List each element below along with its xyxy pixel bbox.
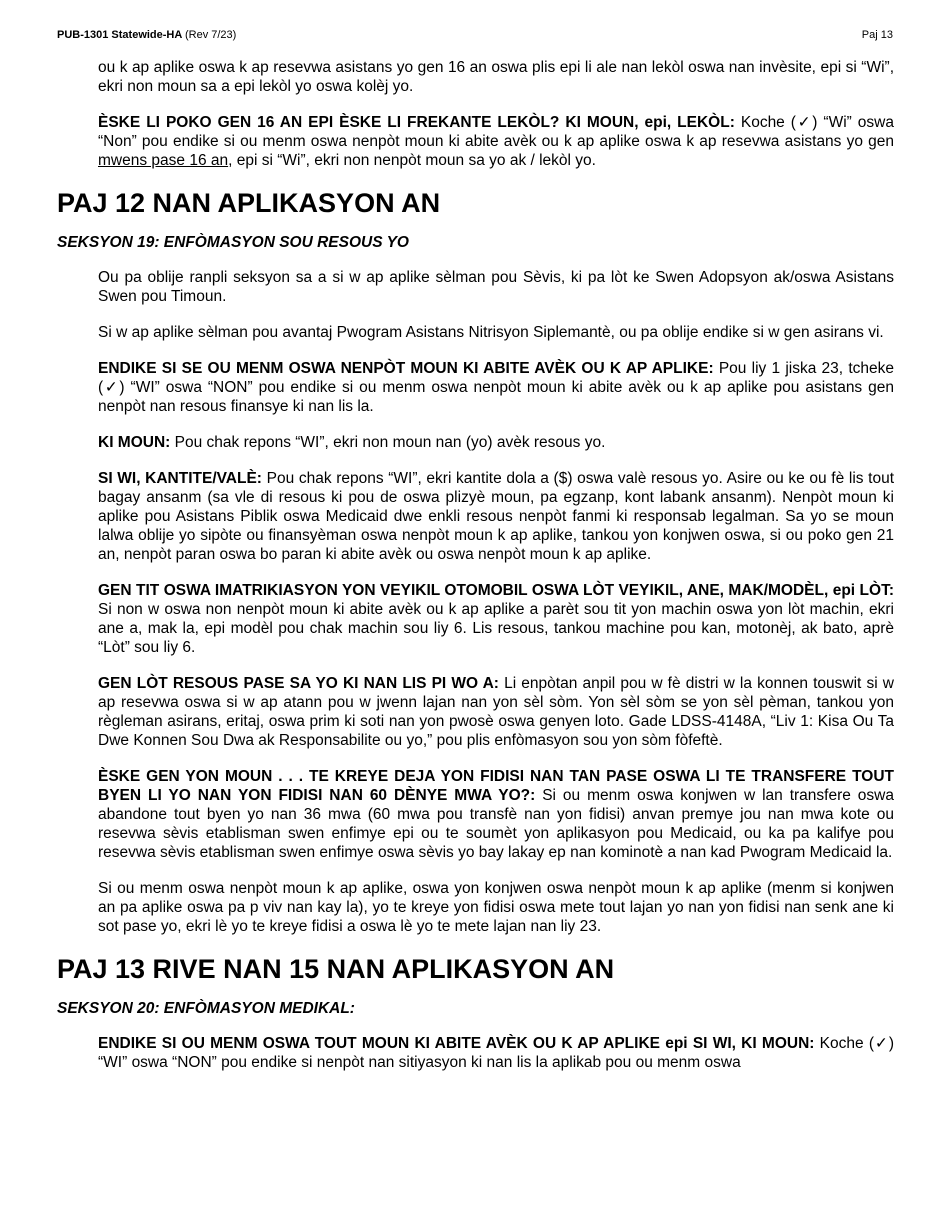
heading-pages-13-15: PAJ 13 RIVE NAN 15 NAN APLIKASYON AN [57,954,615,984]
paragraph-amount-value: SI WI, KANTITE/VALÈ: Pou chak repons “WI”, ekri kantite dola a ($) oswa valè resous yo. Asire ou ke ou fè lis tout bagay ansanm (sa vle di resous ki pou de oswa plizyè moun, pa egzanp, kont labank ansanm). Nenpòt moun ki aplike pou Asistans Piblik oswa Medicaid dwe enkli resous nenpòt fanmi ki responsab legalman. Sa yo se moun lalwa oblije yo sipòte ou finansyèman oswa nenpòt moun k ap aplike, tankou yon konjwen oswa, si ou poko gen 21 an, nenpòt paran oswa bo paran ki abite avèk ou oswa nenpòt moun k ap aplike. [98,470,894,563]
paragraph-under-16-school: ÈSKE LI POKO GEN 16 AN EPI ÈSKE LI FREKANTE LEKÒL? KI MOUN, epi, LEKÒL: Koche (✓) “Wi” oswa “Non” pou endike si ou menm oswa nenpòt moun ki abite avèk ou k ap aplike oswa k ap resevwa asistans yo gen mwens pase 16 an, epi si “Wi”, ekri non nenpòt moun sa yo ak / lekòl yo. [98,114,894,169]
paragraph-who: KI MOUN: Pou chak repons “WI”, ekri non moun nan (yo) avèk resous yo. [98,434,606,451]
heading-page-12: PAJ 12 NAN APLIKASYON AN [57,188,441,218]
paragraph-lead: ÈSKE GEN YON MOUN . . . TE KREYE DEJA YON FIDISI NAN TAN PASE OSWA LI TE TRANSFERE TOUT BYEN LI YO NAN YON FIDISI NAN 60 DÈNYE MWA YO?: [98,768,894,804]
document-body [57,58,894,1089]
paragraph-lead: KI MOUN: [98,434,171,451]
paragraph-school-16-plus: ou k ap aplike oswa k ap resevwa asistans yo gen 16 an oswa plis epi li ale nan lekòl oswa nan invèsite, epi si “Wi”, ekri non moun sa a epi lekòl yo oswa kolèj yo. [98,59,894,95]
revision-date: (Rev 7/23) [184,29,237,41]
paragraph-lead: SI WI, KANTITE/VALÈ: [98,470,262,487]
paragraph-vehicle-title: GEN TIT OSWA IMATRIKIASYON YON VEYIKIL OTOMOBIL OSWA LÒT VEYIKIL, ANE, MAK/MODÈL, epi LÒT: Si non w oswa non nenpòt moun ki abite avèk ou k ap aplike a parèt sou tit yon machin oswa yon lòt machin, ekri ane a, mak la, epi modèl pou chak machin sou liy 6. Lis resous, tankou machine pou kan, motonèj, ak bato, aprè “Lòt” sou liy 6. [98,582,894,656]
paragraph-snap-only: Si w ap aplike sèlman pou avantaj Pwogram Asistans Nitrisyon Siplemantè, ou pa oblije endike si w gen asirans vi. [98,324,884,341]
paragraph-medical-indicate: ENDIKE SI OU MENM OSWA TOUT MOUN KI ABITE AVÈK OU K AP APLIKE epi SI WI, KI MOUN: Koche (✓) “WI” oswa “NON” pou endike si nenpòt nan sitiyasyon ki nan lis la aplikab pou ou menm oswa [98,1035,895,1071]
document-id: PUB-1301 Statewide-HA (Rev 7/23) [57,29,237,41]
paragraph-lead: ENDIKE SI SE OU MENM OSWA NENPÒT MOUN KI ABITE AVÈK OU K AP APLIKE: [98,360,714,377]
paragraph-other-resources: GEN LÒT RESOUS PASE SA YO KI NAN LIS PI WO A: Li enpòtan anpil pou w fè distri w la konnen touswit si w ap resevwa oswa si w ap atann pou w jwenn lajan nan yon sèl sòm. Yon sèl sòm se yon sèl pèman, tankou yon règleman asirans, eritaj, oswa prim ki soti nan yon pwosè oswa genyen loto. Gade LDSS-4148A, “Liv 1: Kisa Ou Ta Dwe Konnen Sou Dwa ak Responsabilite ou yo,” pou plis enfòmasyon sou yon sòm fòfeftè. [98,675,894,749]
paragraph-lead: ENDIKE SI OU MENM OSWA TOUT MOUN KI ABITE AVÈK OU K AP APLIKE epi SI WI, KI MOUN: [98,1035,815,1052]
paragraph-trust-transfer: ÈSKE GEN YON MOUN . . . TE KREYE DEJA YON FIDISI NAN TAN PASE OSWA LI TE TRANSFERE TOUT BYEN LI YO NAN YON FIDISI NAN 60 DÈNYE MWA YO?: Si ou menm oswa konjwen w lan transfere oswa abandone tout byen yo nan 36 mwa (60 mwa pou transfè nan yon fidisi) anvan premye jou nan mwa kote ou resevwa sèvis etablisman swen enfimye epi ou te soumèt yon aplikasyon pou Medicaid, ou ka pa kalifye pou resevwa sèvis etablisman swen enfimye oswa sèvis yo bay lakay ep nan kominotè a nan kad Pwogram Medicaid la. [98,768,894,861]
paragraph-indicate-resources: ENDIKE SI SE OU MENM OSWA NENPÒT MOUN KI ABITE AVÈK OU K AP APLIKE: Pou liy 1 jiska 23, tcheke (✓) “WI” oswa “NON” pou endike si ou menm oswa nenpòt moun ki abite avèk ou k ap aplike pou asistans gen nenpòt nan resous finansye ki nan lis la. [98,360,894,415]
page-number: Paj 13 [861,29,893,41]
section-19-title: SEKSYON 19: ENFÒMASYON SOU RESOUS YO [57,234,409,251]
paragraph-trust-line-23: Si ou menm oswa nenpòt moun k ap aplike, oswa yon konjwen oswa nenpòt moun k ap aplike (menm si konjwen an pa aplike oswa pa p viv nan kay la), yo te kreye yon fidisi oswa mete tout lajan yo nan yon fidisi nan senk ane ki sot pase yo, ekri lè yo te kreye fidisi a oswa lè yo te mete lajan nan liy 23. [98,880,894,935]
underlined-text: mwens pase 16 an [98,152,229,169]
paragraph-services-only: Ou pa oblije ranpli seksyon sa a si w ap aplike sèlman pou Sèvis, ki pa lòt ke Swen Adopsyon ak/oswa Asistans Swen pou Timoun. [98,269,894,305]
paragraph-lead: GEN TIT OSWA IMATRIKIASYON YON VEYIKIL OTOMOBIL OSWA LÒT VEYIKIL, ANE, MAK/MODÈL, epi LÒT: [98,582,894,599]
paragraph-lead: GEN LÒT RESOUS PASE SA YO KI NAN LIS PI WO A: [98,675,499,692]
page-header [57,29,893,41]
section-20-title: SEKSYON 20: ENFÒMASYON MEDIKAL: [57,1000,355,1017]
paragraph-lead: ÈSKE LI POKO GEN 16 AN EPI ÈSKE LI FREKANTE LEKÒL? KI MOUN, epi, LEKÒL: [98,114,735,131]
